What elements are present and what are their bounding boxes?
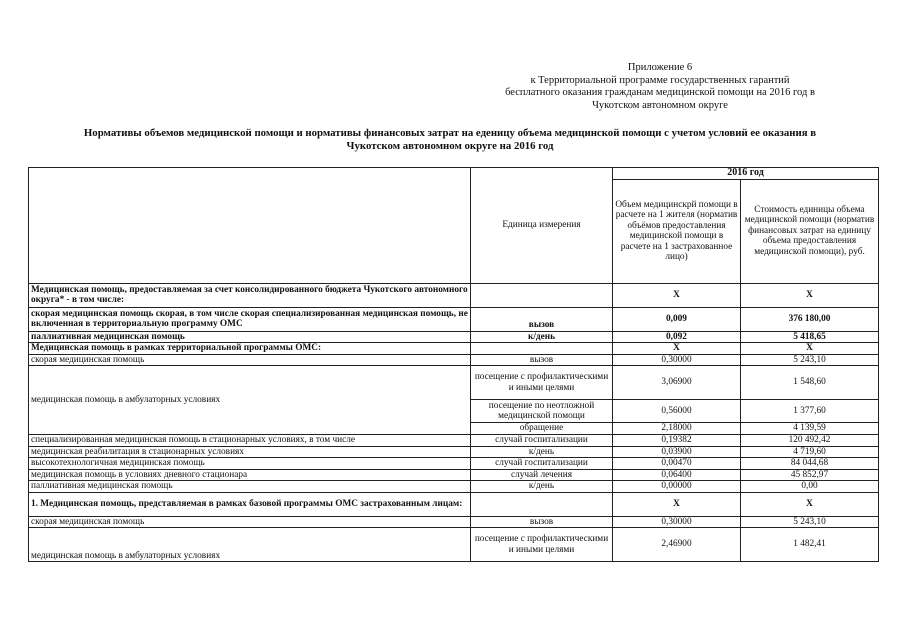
row-volume: 3,06900	[613, 366, 741, 400]
row-cost: 1 482,41	[741, 528, 879, 562]
table-row	[29, 469, 879, 481]
appendix-line-2: к Территориальной программе государственных гарантий	[530, 74, 790, 86]
row-name: медицинская помощь в амбулаторных условиях	[29, 366, 471, 435]
row-unit: вызов	[471, 516, 613, 528]
appendix-block	[480, 62, 840, 112]
row-unit: случай лечения	[471, 469, 613, 481]
document-title	[20, 127, 880, 153]
row-unit	[471, 283, 613, 307]
row-volume: 0,56000	[613, 400, 741, 423]
row-cost: 1 548,60	[741, 366, 879, 400]
row-volume: 0,30000	[613, 516, 741, 528]
row-volume: 0,092	[613, 331, 741, 343]
row-volume: X	[613, 283, 741, 307]
row-name: скорая медицинская помощь скорая, в том числе скорая специализированная медицинская помощь, не включенная в территориальную программу ОМС	[29, 307, 471, 331]
norms-table	[28, 167, 879, 562]
table-row	[29, 435, 879, 447]
row-cost: 45 852,97	[741, 469, 879, 481]
table-header-row	[29, 168, 879, 180]
row-volume: 0,009	[613, 307, 741, 331]
row-name: Медицинская помощь в рамках территориальной программы ОМС:	[29, 343, 471, 355]
table-row	[29, 331, 879, 343]
row-unit: к/день	[471, 481, 613, 493]
table-row	[29, 446, 879, 458]
row-unit: посещение с профилактическими и иными целями	[471, 528, 613, 562]
row-volume: 0,19382	[613, 435, 741, 447]
row-volume: X	[613, 343, 741, 355]
row-unit: к/день	[471, 331, 613, 343]
row-name: паллиативная медицинская помощь	[29, 481, 471, 493]
row-cost: X	[741, 343, 879, 355]
row-unit: случай госпитализации	[471, 435, 613, 447]
row-name: медицинская помощь в амбулаторных условиях	[29, 528, 471, 562]
row-cost: 4 719,60	[741, 446, 879, 458]
row-name: Медицинская помощь, предоставляемая за счет консолидированного бюджета Чукотского автономного округа* - в том числе:	[29, 283, 471, 307]
table-row	[29, 354, 879, 366]
row-cost: 376 180,00	[741, 307, 879, 331]
row-unit: посещение с профилактическими и иными целями	[471, 366, 613, 400]
row-volume: 0,30000	[613, 354, 741, 366]
row-volume: X	[613, 492, 741, 516]
row-unit	[471, 492, 613, 516]
row-name: высокотехнологичная медицинская помощь	[29, 458, 471, 470]
row-cost: 5 243,10	[741, 516, 879, 528]
table-row	[29, 492, 879, 516]
header-year: 2016 год	[613, 168, 879, 180]
row-volume: 0,03900	[613, 446, 741, 458]
row-unit: случай госпитализации	[471, 458, 613, 470]
row-cost: X	[741, 492, 879, 516]
table-row	[29, 366, 879, 400]
row-cost: 0,00	[741, 481, 879, 493]
table-row	[29, 307, 879, 331]
row-cost: 5 418,65	[741, 331, 879, 343]
row-name: скорая медицинская помощь	[29, 516, 471, 528]
table-row	[29, 458, 879, 470]
row-unit: к/день	[471, 446, 613, 458]
row-cost: 120 492,42	[741, 435, 879, 447]
row-volume: 0,00470	[613, 458, 741, 470]
appendix-line-1: Приложение 6	[627, 62, 693, 73]
row-cost: 1 377,60	[741, 400, 879, 423]
row-cost: X	[741, 283, 879, 307]
row-volume: 0,06400	[613, 469, 741, 481]
table-row	[29, 283, 879, 307]
row-cost: 5 243,10	[741, 354, 879, 366]
header-cost: Стоимость единицы объема медицинской помощи (норматив финансовых затрат на единицу объема предоставления медицинской помощи), руб.	[741, 179, 879, 283]
row-unit: посещение по неотложной медицинской помощи	[471, 400, 613, 423]
header-name-cell	[29, 168, 471, 284]
row-unit: обращение	[471, 423, 613, 435]
row-unit: вызов	[471, 354, 613, 366]
table-row	[29, 516, 879, 528]
row-volume: 2,46900	[613, 528, 741, 562]
row-cost: 84 044,68	[741, 458, 879, 470]
row-volume: 0,00000	[613, 481, 741, 493]
appendix-line-4: Чукотском автономном округе	[592, 99, 728, 111]
table-row	[29, 343, 879, 355]
row-unit: вызов	[471, 307, 613, 331]
table-row	[29, 481, 879, 493]
row-name: 1. Медицинская помощь, представляемая в рамках базовой программы ОМС застрахованным лицам:	[29, 492, 471, 516]
row-name: паллиативная медицинская помощь	[29, 331, 471, 343]
row-name: скорая медицинская помощь	[29, 354, 471, 366]
row-name: медицинская помощь в условиях дневного стационара	[29, 469, 471, 481]
appendix-line-3: бесплатного оказания гражданам медицинской помощи на 2016 год в	[505, 87, 815, 98]
header-unit: Единица измерения	[471, 168, 613, 284]
row-unit	[471, 343, 613, 355]
row-name: медицинская реабилитация в стационарных условиях	[29, 446, 471, 458]
header-volume: Объем медицинскрй помощи в расчете на 1 жителя (норматив объёмов предоставления медицинской помощи в расчете на 1 застрахованное лицо)	[613, 179, 741, 283]
row-name: специализированная медицинская помощь в стационарных условиях, в том числе	[29, 435, 471, 447]
row-volume: 2,18000	[613, 423, 741, 435]
title-line-1: Нормативы объемов медицинской помощи и нормативы финансовых затрат на еденицу объема медицинской помощи с учетом условий ее оказания в	[83, 127, 817, 139]
row-cost: 4 139,59	[741, 423, 879, 435]
table-row	[29, 528, 879, 562]
title-line-2: Чукотском автономном округе на 2016 год	[346, 140, 554, 152]
